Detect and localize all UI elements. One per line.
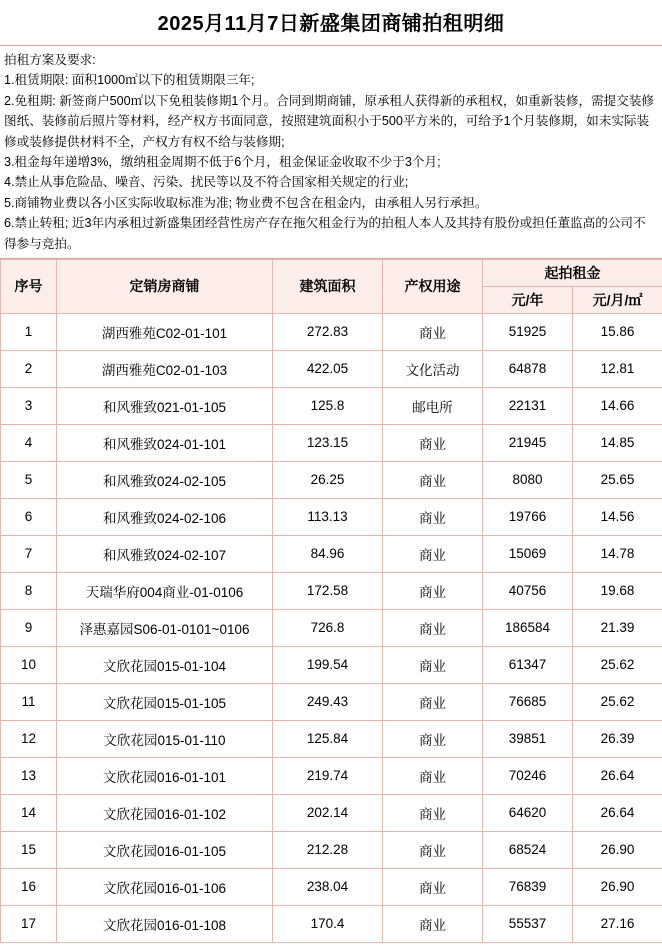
cell-price-year: 19766	[483, 498, 573, 535]
cell-use: 商业	[383, 868, 483, 905]
terms-line: 3.租金每年递增3%，缴纳租金周期不低于6个月，租金保证金收取不少于3个月;	[4, 154, 441, 169]
cell-name: 湖西雅苑C02-01-101	[57, 313, 273, 350]
cell-price-year: 64878	[483, 350, 573, 387]
table-row	[1, 350, 662, 387]
cell-price-year: 15069	[483, 535, 573, 572]
terms-line: 1.租赁期限: 面积1000㎡以下的租赁期限三年;	[4, 73, 255, 88]
cell-price-month: 26.64	[573, 794, 662, 831]
cell-use: 商业	[383, 720, 483, 757]
cell-seq: 15	[1, 831, 57, 868]
column-header-price-year: 元/年	[483, 286, 573, 313]
cell-name: 文欣花园015-01-104	[57, 646, 273, 683]
cell-area: 202.14	[273, 794, 383, 831]
cell-price-year: 64620	[483, 794, 573, 831]
table-row	[1, 387, 662, 424]
cell-name: 湖西雅苑C02-01-103	[57, 350, 273, 387]
table-row	[1, 535, 662, 572]
cell-price-year: 70246	[483, 757, 573, 794]
cell-area: 172.58	[273, 572, 383, 609]
terms-line: 6.禁止转租; 近3年内承租过新盛集团经营性房产存在拖欠租金行为的拍租人本人及其持有股份或担任董监高的公司不得参与竞拍。	[4, 216, 646, 251]
cell-price-month: 25.65	[573, 461, 662, 498]
table-row	[1, 646, 662, 683]
page-title: 2025月11月7日新盛集团商铺拍租明细	[157, 13, 505, 35]
cell-name: 文欣花园015-01-105	[57, 683, 273, 720]
cell-area: 125.8	[273, 387, 383, 424]
cell-seq: 6	[1, 498, 57, 535]
column-header-area: 建筑面积	[273, 259, 383, 313]
cell-price-year: 8080	[483, 461, 573, 498]
cell-use: 文化活动	[383, 350, 483, 387]
cell-price-month: 25.62	[573, 646, 662, 683]
cell-area: 123.15	[273, 424, 383, 461]
cell-area: 26.25	[273, 461, 383, 498]
cell-seq: 7	[1, 535, 57, 572]
cell-use: 商业	[383, 683, 483, 720]
cell-area: 249.43	[273, 683, 383, 720]
cell-price-year: 22131	[483, 387, 573, 424]
cell-price-month: 14.66	[573, 387, 662, 424]
cell-use: 商业	[383, 498, 483, 535]
cell-price-year: 21945	[483, 424, 573, 461]
cell-use: 邮电所	[383, 387, 483, 424]
cell-seq: 3	[1, 387, 57, 424]
cell-price-month: 19.68	[573, 572, 662, 609]
cell-area: 422.05	[273, 350, 383, 387]
cell-area: 219.74	[273, 757, 383, 794]
cell-area: 199.54	[273, 646, 383, 683]
cell-seq: 12	[1, 720, 57, 757]
cell-price-month: 26.64	[573, 757, 662, 794]
cell-seq: 1	[1, 313, 57, 350]
table-row	[1, 683, 662, 720]
table-row	[1, 313, 662, 350]
table-row	[1, 461, 662, 498]
cell-seq: 16	[1, 868, 57, 905]
cell-price-year: 40756	[483, 572, 573, 609]
cell-seq: 9	[1, 609, 57, 646]
cell-use: 商业	[383, 646, 483, 683]
table-row	[1, 424, 662, 461]
column-header-price-month: 元/月/㎡	[573, 286, 662, 313]
cell-name: 天瑞华府004商业-01-0106	[57, 572, 273, 609]
cell-area: 113.13	[273, 498, 383, 535]
cell-name: 文欣花园016-01-106	[57, 868, 273, 905]
terms-line: 2.免租期: 新签商户500㎡以下免租装修期1个月。合同到期商铺，原承租人获得新的承租权，如重新装修，需提交装修图纸、装修前后照片等材料，经产权方书面同意，按照建筑面积小于500平方米的，可给予1个月装修期，如未实际装修或装修提供材料不全，产权方有权不给与装修期;	[4, 93, 655, 149]
table-row	[1, 609, 662, 646]
cell-seq: 5	[1, 461, 57, 498]
cell-price-month: 14.85	[573, 424, 662, 461]
terms-line: 4.禁止从事危险品、噪音、污染、扰民等以及不符合国家相关规定的行业;	[4, 175, 409, 190]
cell-price-month: 26.90	[573, 831, 662, 868]
cell-price-year: 186584	[483, 609, 573, 646]
column-header-use: 产权用途	[383, 259, 483, 313]
cell-name: 和风雅致024-02-106	[57, 498, 273, 535]
cell-name: 文欣花园016-01-101	[57, 757, 273, 794]
cell-seq: 10	[1, 646, 57, 683]
cell-price-year: 76685	[483, 683, 573, 720]
cell-seq: 8	[1, 572, 57, 609]
cell-use: 商业	[383, 313, 483, 350]
cell-name: 和风雅致024-01-101	[57, 424, 273, 461]
terms-heading: 拍租方案及要求:	[4, 53, 96, 67]
cell-use: 商业	[383, 461, 483, 498]
cell-seq: 17	[1, 905, 57, 942]
cell-name: 文欣花园016-01-105	[57, 831, 273, 868]
table-row	[1, 757, 662, 794]
cell-name: 和风雅致024-02-105	[57, 461, 273, 498]
cell-name: 文欣花园015-01-110	[57, 720, 273, 757]
cell-area: 212.28	[273, 831, 383, 868]
cell-name: 和风雅致021-01-105	[57, 387, 273, 424]
terms-section	[0, 45, 662, 259]
cell-price-year: 51925	[483, 313, 573, 350]
table-row	[1, 720, 662, 757]
cell-price-month: 15.86	[573, 313, 662, 350]
cell-use: 商业	[383, 572, 483, 609]
table-row	[1, 831, 662, 868]
shop-listing-table	[0, 259, 662, 943]
cell-price-month: 27.16	[573, 905, 662, 942]
cell-use: 商业	[383, 905, 483, 942]
cell-area: 125.84	[273, 720, 383, 757]
cell-price-year: 76839	[483, 868, 573, 905]
column-header-name: 定销房商铺	[57, 259, 273, 313]
cell-price-month: 26.39	[573, 720, 662, 757]
cell-price-year: 61347	[483, 646, 573, 683]
terms-line: 5.商铺物业费以各小区实际收取标准为准; 物业费不包含在租金内，由承租人另行承担。	[4, 195, 488, 210]
cell-area: 272.83	[273, 313, 383, 350]
cell-price-month: 14.56	[573, 498, 662, 535]
table-row	[1, 572, 662, 609]
cell-area: 170.4	[273, 905, 383, 942]
cell-price-month: 26.90	[573, 868, 662, 905]
cell-price-year: 55537	[483, 905, 573, 942]
cell-seq: 4	[1, 424, 57, 461]
cell-price-month: 25.62	[573, 683, 662, 720]
cell-seq: 11	[1, 683, 57, 720]
table-row	[1, 794, 662, 831]
cell-use: 商业	[383, 609, 483, 646]
cell-use: 商业	[383, 794, 483, 831]
cell-name: 和风雅致024-02-107	[57, 535, 273, 572]
cell-name: 泽惠嘉园S06-01-0101~0106	[57, 609, 273, 646]
cell-price-month: 12.81	[573, 350, 662, 387]
cell-seq: 14	[1, 794, 57, 831]
cell-price-year: 68524	[483, 831, 573, 868]
cell-area: 238.04	[273, 868, 383, 905]
column-header-price-group: 起拍租金	[483, 259, 662, 286]
table-row	[1, 868, 662, 905]
cell-area: 84.96	[273, 535, 383, 572]
table-header	[1, 259, 662, 313]
cell-use: 商业	[383, 535, 483, 572]
cell-name: 文欣花园016-01-108	[57, 905, 273, 942]
table-row	[1, 905, 662, 942]
cell-price-month: 14.78	[573, 535, 662, 572]
cell-price-month: 21.39	[573, 609, 662, 646]
cell-area: 726.8	[273, 609, 383, 646]
cell-seq: 13	[1, 757, 57, 794]
table-body	[1, 313, 662, 942]
cell-use: 商业	[383, 424, 483, 461]
cell-price-year: 39851	[483, 720, 573, 757]
cell-use: 商业	[383, 757, 483, 794]
cell-seq: 2	[1, 350, 57, 387]
cell-use: 商业	[383, 831, 483, 868]
column-header-seq: 序号	[1, 259, 57, 313]
cell-name: 文欣花园016-01-102	[57, 794, 273, 831]
table-row	[1, 498, 662, 535]
